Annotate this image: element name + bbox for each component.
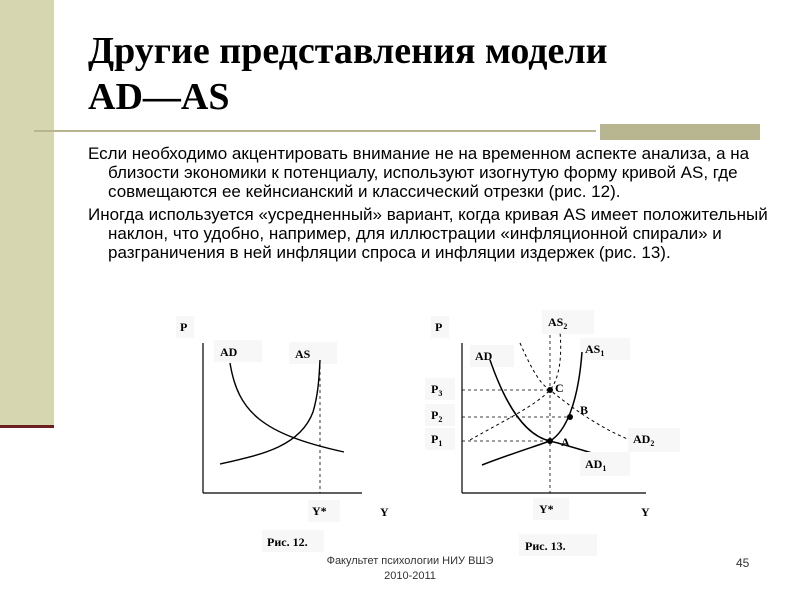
fig13-p-axis-label: P (435, 320, 443, 334)
fig12-p-axis-label: P (180, 320, 188, 334)
paragraph-2: Иногда используется «усредненный» вариант, когда кривая AS имеет положительный наклон, что удобно, например, для иллюстрации «инфляционной спирали» и разграничения в ней инфляции спроса и инфляции издержек (рис. 13). (88, 205, 768, 262)
fig13-point-a (547, 438, 553, 444)
figure-13 (425, 310, 680, 556)
fig13-point-b (567, 414, 573, 420)
fig13-p1-label: $P_1$ (431, 432, 443, 448)
footer-line-2: 2010-2011 (384, 570, 436, 582)
footer-line-1: Факультет психологии НИУ ВШЭ (326, 555, 494, 567)
fig13-point-a-label: A (561, 435, 570, 449)
fig13-ad1-label: $AD_1$ (585, 457, 607, 473)
fig13-ad-label: AD (475, 349, 493, 363)
fig13-p2-label: $P_2$ (431, 408, 443, 424)
fig13-p3-label: $P_3$ (431, 382, 443, 398)
fig13-ad2-label: $AD_2$ (633, 432, 655, 448)
fig13-as1-label: $AS_1$ (585, 342, 605, 358)
fig12-ad-curve (230, 363, 344, 452)
fig12-caption: Рис. 12. (267, 535, 308, 549)
fig13-point-c (547, 387, 553, 393)
fig13-as2-label: $AS_2$ (548, 315, 568, 331)
fig13-ad1-curve (490, 360, 624, 462)
fig12-ad-label: AD (220, 345, 238, 359)
page-number: 45 (736, 556, 750, 570)
title-line-1: Другие представления модели (88, 30, 608, 72)
paragraph-1: Если необходимо акцентировать внимание не на временном аспекте анализа, а на близости экономики к потенциалу, используют изогнутую форму кривой AS, где совмещаются ее кейнсианский и классический отрезки (рис. 12). (88, 144, 750, 201)
figure-12 (176, 316, 389, 552)
fig13-y-axis-label: Y (641, 505, 650, 519)
fig12-as-curve (220, 360, 320, 464)
title-line-2: AD—AS (88, 76, 230, 118)
fig12-y-axis-label: Y (380, 505, 389, 519)
fig13-point-c-label: C (555, 381, 564, 395)
fig12-as-label: AS (295, 347, 311, 361)
fig13-point-b-label: B (580, 403, 589, 417)
fig13-caption: Рис. 13. (525, 539, 566, 553)
fig13-ystar-label: Y* (539, 502, 554, 516)
fig12-ystar-label: Y* (312, 504, 327, 518)
footer (300, 554, 520, 584)
